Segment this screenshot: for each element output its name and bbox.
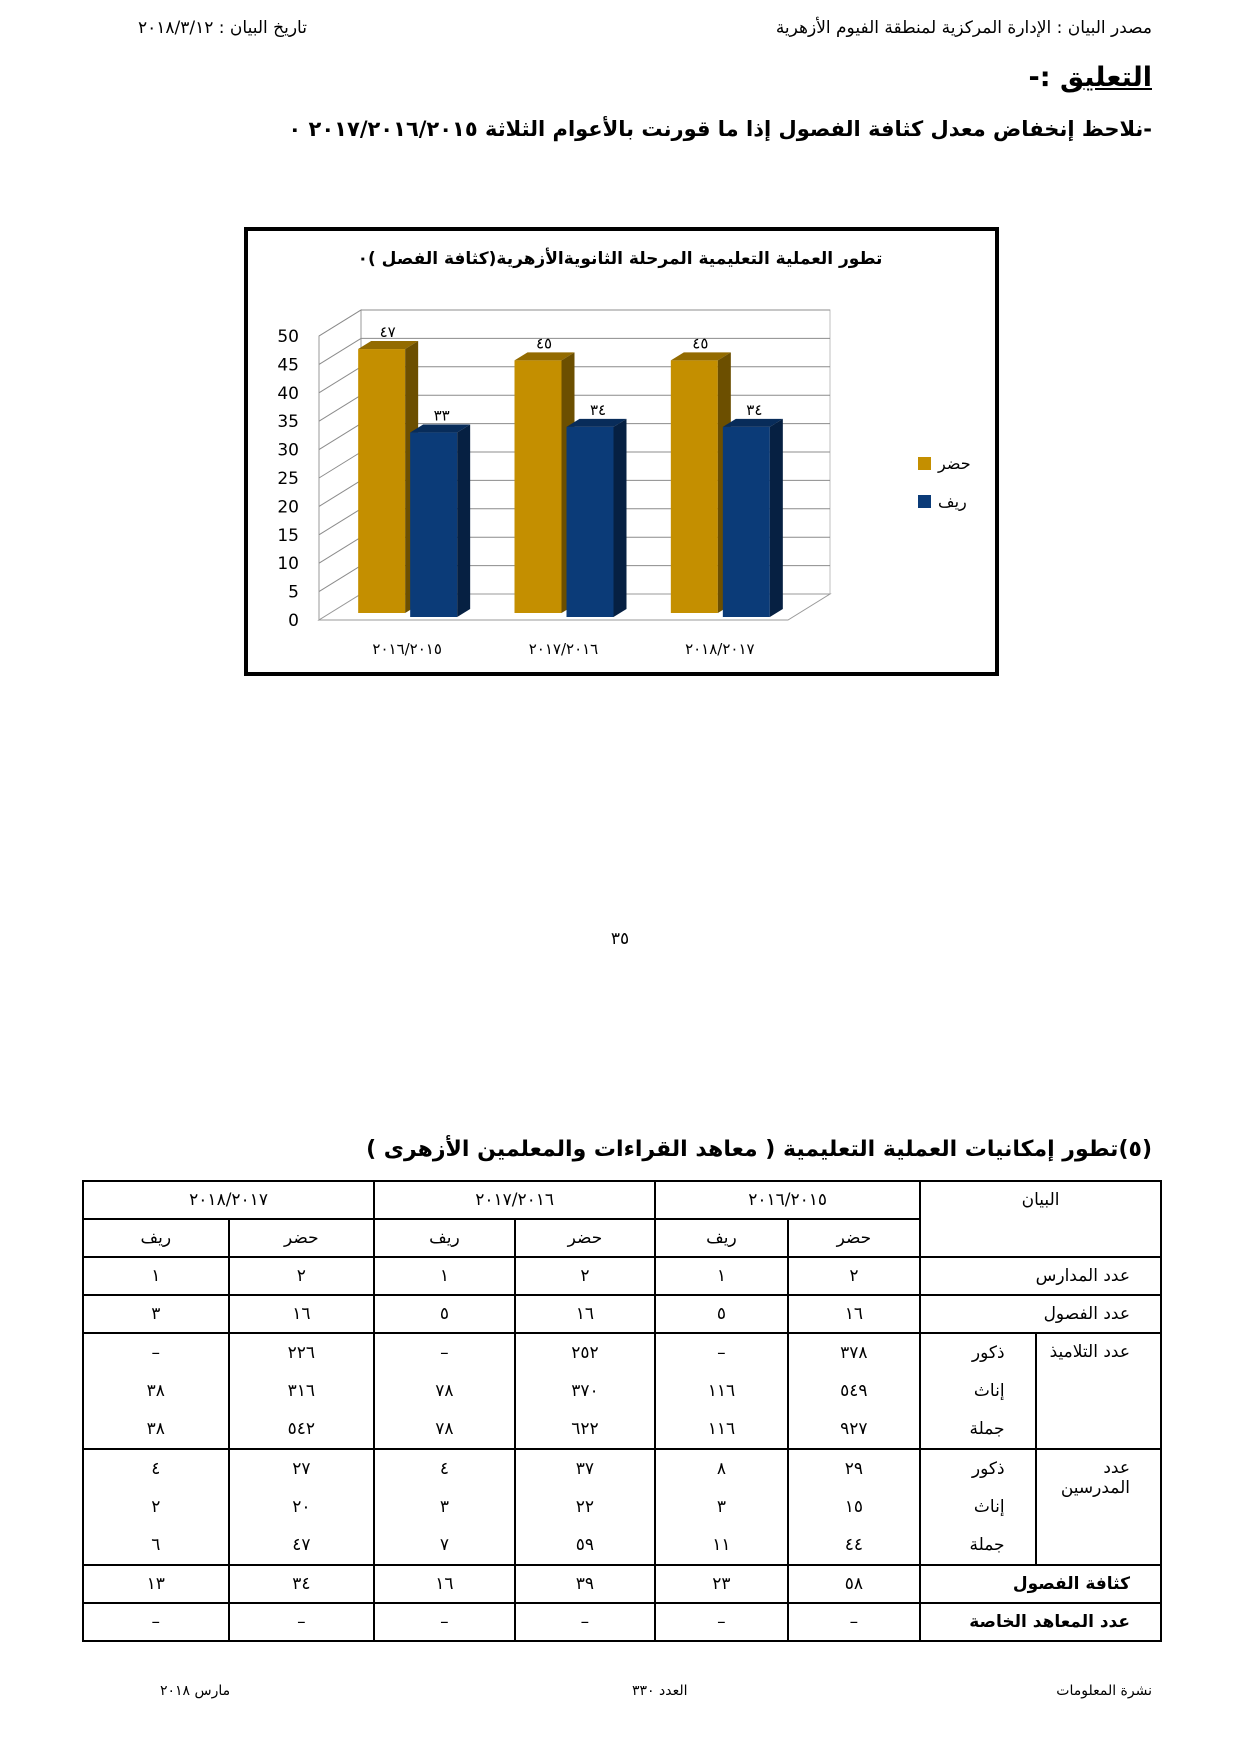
table-row [83,1565,1161,1603]
table-cell: ١ [83,1257,229,1295]
sub-label: إناث [973,1381,1005,1401]
year-header: ٢٠١٧/٢٠١٦ [374,1181,655,1219]
year-header: ٢٠١٦/٢٠١٥ [655,1181,920,1219]
data-label: ٤٥ [535,334,553,353]
table-row [83,1257,1161,1295]
table-cell: ٣٧ [575,1459,595,1479]
y-tick-label: 30 [277,440,299,461]
table-cell: ٤٤ [844,1535,864,1555]
table-cell: ٤٧ [292,1535,311,1555]
table-cell-group [515,1333,656,1449]
table-cell-group [788,1449,920,1565]
table-cell: ٣٧٨ [840,1343,868,1363]
y-tick-label: 5 [288,582,299,603]
urban-header: حضر [229,1219,375,1257]
sub-label: جملة [969,1535,1005,1555]
table-cell: ١٥ [844,1497,864,1517]
table-cell: ٣٨ [146,1381,165,1401]
table-cell: ٥٩ [575,1535,595,1555]
table-cell: – [229,1603,375,1641]
sub-label: جملة [969,1419,1005,1439]
y-tick-label: 10 [277,554,299,575]
table-cell-group [515,1449,656,1565]
table-cell: ١١٦ [707,1419,736,1439]
bar-side [770,419,783,617]
rural-header: ريف [83,1219,229,1257]
footer-publication: نشرة المعلومات [1056,1683,1152,1699]
bar [515,360,562,613]
data-label: ٣٤ [746,400,763,419]
table-cell: ٢٢ [575,1497,595,1517]
table-cell-group [655,1333,787,1449]
table-cell: ٢٢٦ [287,1343,316,1363]
bar [671,360,718,613]
year-header: ٢٠١٨/٢٠١٧ [83,1181,374,1219]
table-cell: ٣ [439,1497,449,1517]
table-corner-label: البيان [920,1181,1161,1257]
table-cell-group [788,1333,920,1449]
table-cell: ١ [655,1257,787,1295]
table-cell: ٧٨ [435,1381,454,1401]
table-cell: – [83,1603,229,1641]
table-cell: – [151,1343,161,1363]
y-tick-label: 35 [277,412,299,433]
data-label: ٣٤ [589,400,607,419]
row-sub-labels [920,1333,1035,1449]
table-cell: ٢٩ [844,1459,864,1479]
table-cell: ٣١٦ [287,1381,316,1401]
table-cell: ٤ [439,1459,449,1479]
table-cell: – [655,1603,787,1641]
data-label: ٤٧ [379,323,396,342]
table-cell: ٢ [515,1257,656,1295]
bar-side [457,425,470,617]
row-label: كثافة الفصول [920,1565,1161,1603]
table-cell: ٣٩ [515,1565,656,1603]
footer-date: مارس ٢٠١٨ [160,1683,231,1699]
y-tick-label: 50 [277,327,299,347]
table-cell-group [83,1449,229,1565]
table-header-years [83,1181,1161,1219]
y-tick-label: 45 [277,355,299,376]
data-label: ٤٥ [692,334,709,353]
footer-issue: العدد ٣٣٠ [632,1683,688,1699]
data-date-label: تاريخ البيان : ٢٠١٨/٣/١٢ [138,18,307,38]
table-cell: ١٦ [374,1565,515,1603]
row-label: عدد المعاهد الخاصة [920,1603,1161,1641]
bar [567,427,614,617]
table-cell: ١٦ [788,1295,920,1333]
comment-text: -نلاحظ إنخفاض معدل كثافة الفصول إذا ما قورنت بالأعوام الثلاثة ٢٠١٧/٢٠١٦/٢٠١٥ ٠ [288,117,1152,141]
table-cell: – [788,1603,920,1641]
table-cell-group [229,1333,375,1449]
bar-chart [248,231,995,672]
table-cell-group [655,1449,787,1565]
table-cell: ٢٧ [292,1459,311,1479]
sub-label: ذكور [971,1459,1005,1479]
table-title: (٥)تطور إمكانيات العملية التعليمية ( معاهد القراءات والمعلمين الأزهرى ) [366,1137,1152,1162]
table-cell: ٢٣ [655,1565,787,1603]
table-row [83,1333,1161,1449]
comment-heading [1029,62,1152,93]
legend-swatch [918,457,931,470]
urban-header: حضر [515,1219,656,1257]
table-cell-group [229,1449,375,1565]
table-cell: – [374,1603,515,1641]
table-cell: ٩٢٧ [840,1419,868,1439]
y-tick-label: 0 [288,611,299,631]
row-label: عدد الفصول [920,1295,1161,1333]
table-cell: ٧٨ [435,1419,454,1439]
table-cell: ٣ [716,1497,726,1517]
rural-header: ريف [374,1219,515,1257]
table-cell: ٥ [655,1295,787,1333]
bar-side [614,419,627,617]
legend-label: حضر [938,454,971,473]
table-cell: ٧ [439,1535,449,1555]
table-cell: ٥٤٢ [287,1419,316,1439]
y-tick-label: 25 [277,469,299,489]
table-cell: ٦٢٢ [571,1419,599,1439]
table-cell: ٢ [788,1257,920,1295]
y-tick-label: 20 [277,497,299,518]
table-cell: – [515,1603,656,1641]
bar [723,427,770,617]
y-tick-label: 15 [277,525,299,546]
y-tick-label: 40 [277,383,299,404]
data-source-label: مصدر البيان : الإدارة المركزية لمنطقة الفيوم الأزهرية [775,18,1152,38]
table-cell: ١٣ [83,1565,229,1603]
row-label: عدد المدارس [920,1257,1161,1295]
rural-header: ريف [655,1219,787,1257]
urban-header: حضر [788,1219,920,1257]
table-cell: – [440,1343,449,1363]
row-sub-labels [920,1449,1035,1565]
bar [410,433,457,617]
table-cell: ٣٤ [229,1565,375,1603]
table-cell: ٢٠ [292,1497,311,1517]
table-cell: ٣٧٠ [571,1381,599,1401]
table-cell: ٨ [716,1459,726,1479]
table-cell: ٢ [229,1257,375,1295]
table-cell: ١٦ [229,1295,375,1333]
table-cell: ٣ [83,1295,229,1333]
x-tick-label: ٢٠١٨/٢٠١٧ [685,640,755,658]
data-label: ٣٣ [433,406,450,425]
table-cell: ٤ [151,1459,161,1479]
table-cell-group [83,1333,229,1449]
table-cell: ٢ [151,1497,161,1517]
page-number: ٣٥ [610,929,630,949]
table-cell: ١١٦ [707,1381,736,1401]
table-cell: ٥ [374,1295,515,1333]
legend-swatch [918,495,931,508]
table-cell: ٦ [151,1535,161,1555]
row-label: عدد المدرسين [1036,1449,1161,1565]
x-tick-label: ٢٠١٦/٢٠١٥ [372,640,442,658]
table-cell: ٢٥٢ [571,1343,599,1363]
table-row [83,1449,1161,1565]
table-cell-group [374,1333,515,1449]
sub-label: إناث [973,1497,1005,1517]
bar [358,349,405,613]
table-cell: ٥٤٩ [840,1381,868,1401]
x-tick-label: ٢٠١٧/٢٠١٦ [528,640,599,658]
comment-heading-text: التعليق [1059,62,1152,93]
table-cell: ١ [374,1257,515,1295]
row-label: عدد التلاميذ [1036,1333,1161,1449]
chart-title: تطور العملية التعليمية المرحلة الثانويةالأزهرية(كثافة الفصل )٠ [357,249,883,269]
table-cell-group [374,1449,515,1565]
table-cell: ٣٨ [146,1419,165,1439]
legend-label: ريف [938,492,967,511]
table-cell: ١٦ [515,1295,656,1333]
statistics-table [82,1180,1162,1642]
comment-heading-suffix: :- [1028,62,1060,93]
table-cell: – [717,1343,726,1363]
chart-frame [244,227,999,676]
sub-label: ذكور [971,1343,1005,1363]
table-cell: ٥٨ [788,1565,920,1603]
table-row [83,1603,1161,1641]
table-row [83,1295,1161,1333]
table-cell: ١١ [712,1535,731,1555]
